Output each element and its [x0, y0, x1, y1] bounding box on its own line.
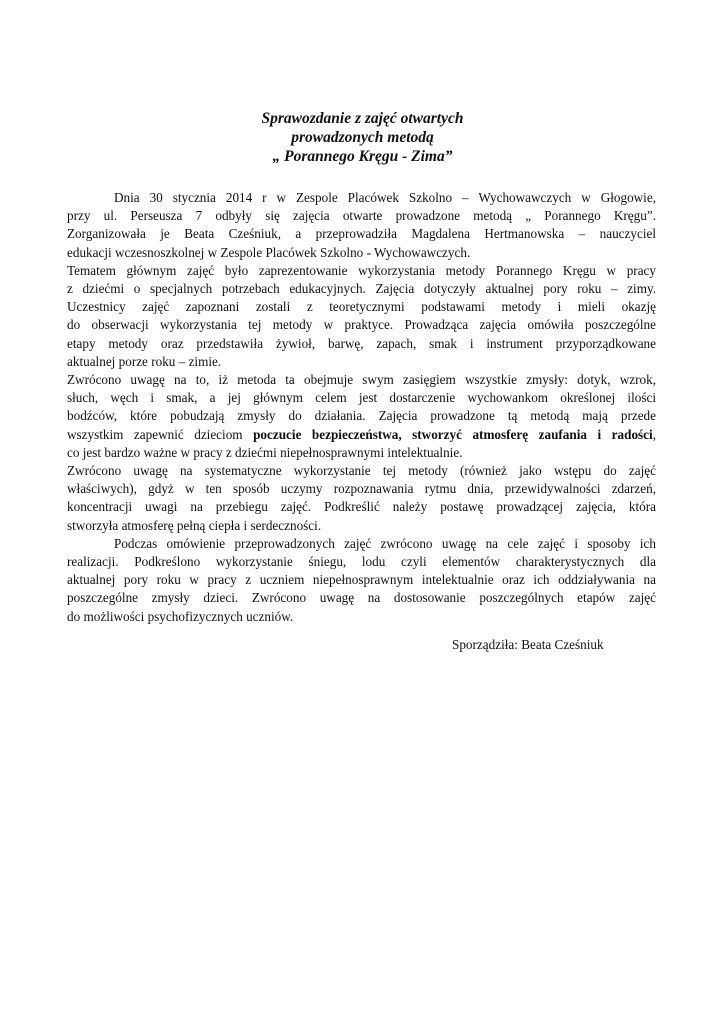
- report-body: [67, 189, 656, 626]
- text-line: słuch, węch i smak, a jej głównym celem jest dostarczenie wychowankom określonej ilości: [67, 390, 656, 406]
- text-line: Uczestnicy zajęć zapoznani zostali z teoretycznymi podstawami metody i mieli okazję: [67, 299, 656, 315]
- text-line: koncentracji uwagi na przebiegu zajęć. Podkreślić należy postawę prowadzącej zajęcia, która: [67, 499, 656, 515]
- text-line: realizacji. Podkreślono wykorzystanie śniegu, lodu czyli elementów charakterystycznych dla: [67, 554, 656, 570]
- text-line: Zorganizowała je Beata Cześniuk, a przeprowadziła Magdalena Hertmanowska – nauczyciel: [67, 226, 656, 242]
- paragraph-systematic-use: [67, 462, 656, 535]
- text-line: przy ul. Perseusza 7 odbyły się zajęcia otwarte prowadzone metodą „ Porannego Kręgu”.: [67, 208, 656, 224]
- document-title: [0, 109, 725, 166]
- text-run: wszystkim zapewnić dzieciom: [67, 426, 254, 442]
- text-line: do obserwacji wykorzystania tej metody w praktyce. Prowadząca zajęcia omówiła poszczególne: [67, 317, 656, 333]
- text-line: Zwrócono uwagę na to, iż metoda ta obejmuje swym zasięgiem wszystkie zmysły: dotyk, wzrok,: [67, 372, 656, 388]
- text-line: co jest bardzo ważne w pracy z dziećmi niepełnosprawnymi intelektualnie.: [67, 444, 463, 460]
- text-line: edukacji wczesnoszkolnej w Zespole Placówek Szkolno - Wychowawczych.: [67, 244, 471, 260]
- text-line-mixed: [67, 426, 656, 444]
- text-line: bodźców, które pobudzają zmysły do działania. Zajęcia prowadzone tą metodą mają przede: [67, 408, 656, 424]
- bold-emphasis: poczucie bezpieczeństwa, stworzyć atmosferę zaufania i radości: [253, 426, 653, 442]
- text-line: właściwych), gdyż w ten sposób uczymy rozpoznawania rytmu dnia, przewidywalności zdarzeń,: [67, 481, 656, 497]
- text-run: ,: [652, 426, 656, 442]
- signature-line: Sporządziła: Beata Cześniuk: [452, 637, 604, 652]
- text-line: do możliwości psychofizycznych uczniów.: [67, 608, 294, 624]
- text-line: Tematem głównym zajęć było zaprezentowanie wykorzystania metody Porannego Kręgu w pracy: [67, 262, 656, 278]
- text-line: stworzyła atmosferę pełną ciepła i serdeczności.: [67, 517, 322, 533]
- paragraph-event-info: [67, 189, 656, 262]
- text-line: poszczególne zmysły dzieci. Zwrócono uwagę na dostosowanie poszczególnych etapów zajęć: [67, 590, 656, 606]
- paragraph-topic: [67, 262, 656, 371]
- text-line: Podczas omówienie przeprowadzonych zajęć zwrócono uwagę na cele zajęć i sposoby ich: [114, 535, 656, 551]
- paragraph-senses: [67, 371, 656, 462]
- text-line: aktualnej porze roku – zimie.: [67, 353, 222, 369]
- text-line: etapy metody oraz przedstawiła żywioł, barwę, zapach, smak i instrument przyporządkowane: [67, 335, 656, 351]
- text-line: Zwrócono uwagę na systematyczne wykorzystanie tej metody (również jako wstępu do zajęć: [67, 463, 656, 479]
- title-line-1: Sprawozdanie z zajęć otwartych: [261, 110, 464, 127]
- text-line: z dziećmi o specjalnych potrzebach edukacyjnych. Zajęcia dotyczyły aktualnej pory roku – zimy.: [67, 281, 656, 297]
- text-line: Dnia 30 stycznia 2014 r w Zespole Placówek Szkolno – Wychowawczych w Głogowie,: [114, 190, 656, 205]
- paragraph-summary: [67, 535, 656, 626]
- title-line-3: „ Porannego Kręgu - Zima”: [272, 148, 453, 165]
- text-line: aktualnej pory roku w pracy z uczniem niepełnosprawnym intelektualnie oraz ich oddziaływania na: [67, 572, 656, 588]
- title-line-2: prowadzonych metodą: [291, 129, 434, 146]
